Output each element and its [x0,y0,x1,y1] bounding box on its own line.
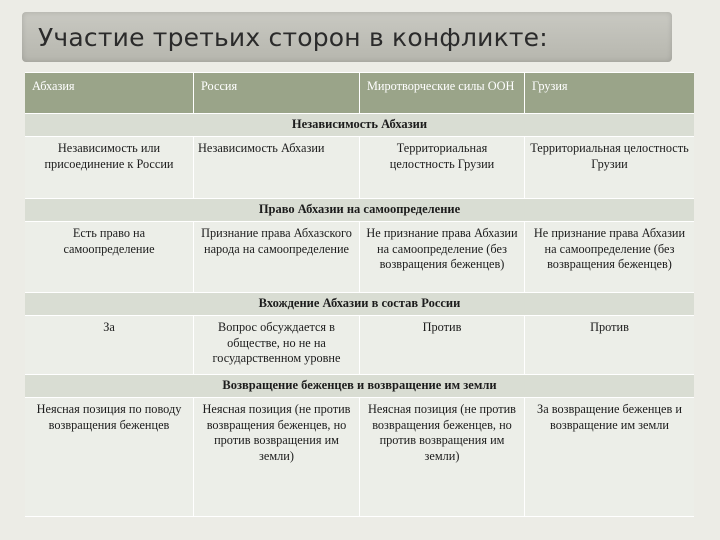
header-russia: Россия [194,73,360,113]
table-header-row [25,73,694,114]
header-abkhazia: Абхазия [25,73,194,113]
cell-georgia: Против [590,320,629,334]
cell-russia: Неясная позиция (не против возвращения беженцев, но против возвращения им земли) [194,398,360,516]
cell-abkhazia: Неясная позиция по поводу возвращения беженцев [25,398,194,516]
page-title: Участие третьих сторон в конфликте: [38,23,548,52]
section-title-self-determination: Право Абхазии на самоопределение [25,199,694,222]
cell-abkhazia: За [25,316,194,374]
table-row [25,137,694,199]
table-row [25,398,694,517]
section-title-refugees-return: Возвращение беженцев и возвращение им земли [25,375,694,398]
header-un-peacekeepers: Миротворческие силы ООН [360,73,525,113]
cell-russia: Независимость Абхазии [194,137,360,198]
comparison-table [25,72,694,517]
cell-russia: Вопрос обсуждается в обществе, но не на государственном уровне [194,316,360,374]
cell-abkhazia: Независимость или присоединение к России [25,137,194,198]
cell-un-peacekeepers: Не признание права Абхазии на самоопределение (без возвращения беженцев) [360,222,525,292]
table-row [25,316,694,375]
cell-un-peacekeepers: Неясная позиция (не против возвращения беженцев, но против возвращения им земли) [360,398,525,516]
header-georgia: Грузия [532,79,568,93]
cell-un-peacekeepers: Против [360,316,525,374]
cell-russia: Признание права Абхазского народа на самоопределение [194,222,360,292]
cell-georgia: Не признание права Абхазии на самоопределение (без возвращения беженцев) [533,226,686,271]
section-title-joining-russia: Вхождение Абхазии в состав России [25,293,694,316]
title-bar [22,12,672,62]
cell-georgia: За возвращение беженцев и возвращение им земли [537,402,682,432]
section-title-independence: Независимость Абхазии [25,114,694,137]
table-row [25,222,694,293]
cell-georgia: Территориальная целостность Грузии [530,141,689,171]
cell-un-peacekeepers: Территориальная целостность Грузии [360,137,525,198]
cell-abkhazia: Есть право на самоопределение [25,222,194,292]
